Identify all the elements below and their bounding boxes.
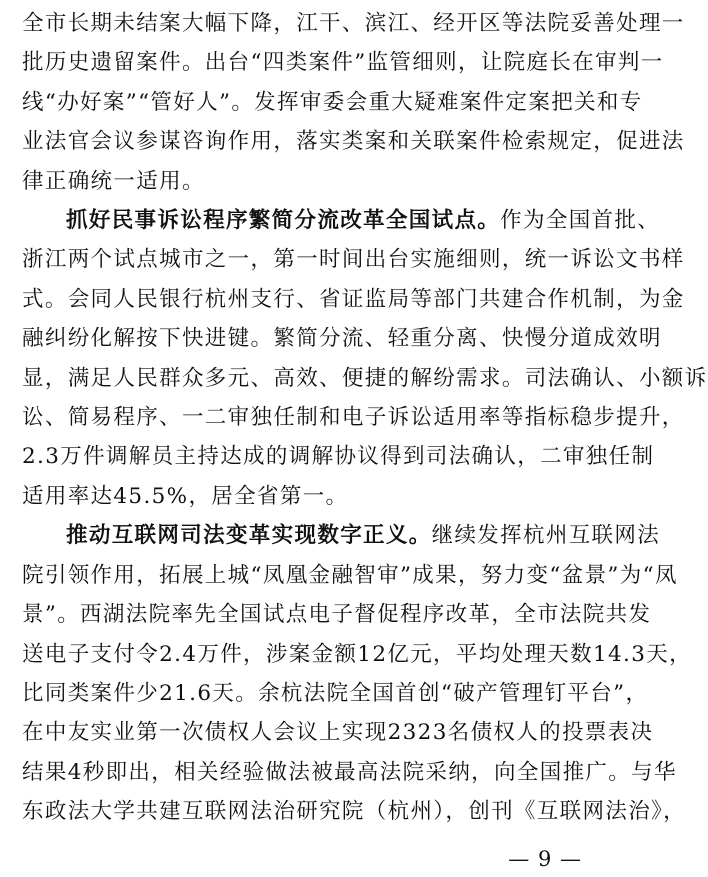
page-number: — 9 — [508,847,582,871]
text-line: 浙江两个试点城市之一，第一时间出台实施细则，统一诉讼文书样 [22,247,685,273]
text-line: 业法官会议参谋咨询作用，落实类案和关联案件检索规定，促进法 [22,129,685,155]
text-line: 2.3万件调解员主持达成的调解协议得到司法确认，二审独任制 [22,444,655,470]
text-line: 显，满足人民群众多元、高效、便捷的解纷需求。司法确认、小额诉 [22,365,708,391]
text-line: 线“办好案”“管好人”。发挥审委会重大疑难案件定案把关和专 [22,89,643,115]
text-line: 式。会同人民银行杭州支行、省证监局等部门共建合作机制，为金 [22,286,685,312]
text-line: 律正确统一适用。 [22,168,205,194]
text-line: 比同类案件少21.6天。余杭法院全国首创“破产管理钉平台”， [22,680,649,706]
text-run: 继续发挥杭州互联网法 [431,523,661,549]
text-line: 融纠纷化解按下快进键。繁简分流、轻重分离、快慢分道成效明 [22,326,662,352]
text-line: 结果4秒即出，相关经验做法被最高法院采纳，向全国推广。与华 [22,759,677,785]
text-line: 送电子支付令2.4万件，涉案金额12亿元，平均处理天数14.3天， [22,641,692,667]
text-line: 院引领作用，拓展上城“凤凰金融智审”成果，努力变“盆景”为“凤 [22,562,678,588]
text-line: 东政法大学共建互联网法治研究院（杭州），创刊《互联网法治》， [22,799,687,825]
paragraph-heading: 推动互联网司法变革实现数字正义。 [66,523,432,549]
paragraph-1 [22,4,685,201]
text-line: 适用率达45.5%，居全省第一。 [22,483,349,509]
text-line: 全市长期未结案大幅下降，江干、滨江、经开区等法院妥善处理一 [22,11,685,36]
paragraph-3 [22,516,692,831]
text-line: 在中友实业第一次债权人会议上实现2323名债权人的投票表决 [22,720,654,746]
paragraph-heading: 抓好民事诉讼程序繁简分流改革全国试点。 [66,208,501,234]
text-run: 作为全国首批、 [500,208,661,234]
text-line [22,201,661,240]
paragraph-2 [22,201,708,516]
text-line: 讼、简易程序、一二审独任制和电子诉讼适用率等指标稳步提升， [22,405,685,431]
text-line: 景”。西湖法院率先全国试点电子督促程序改革，全市法院共发 [22,602,652,628]
text-line [22,516,661,555]
text-line: 批历史遗留案件。出台“四类案件”监管细则，让院庭长在审判一 [22,50,664,76]
